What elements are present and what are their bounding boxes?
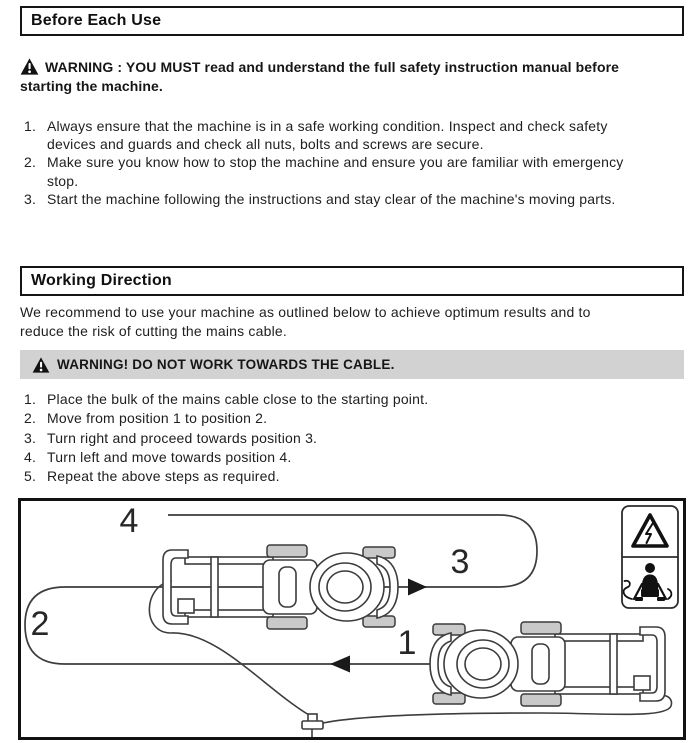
- mower-top-view-lower: [430, 622, 665, 706]
- mowing-pattern-illustration: [21, 501, 683, 737]
- position-label-4: 4: [119, 502, 139, 540]
- section-title-working-direction: Working Direction: [31, 272, 172, 289]
- step-item: [24, 190, 644, 208]
- step-item: [24, 390, 644, 409]
- section-title-before-each-use: Before Each Use: [31, 12, 162, 29]
- step-item: [24, 429, 644, 448]
- step-text: Always ensure that the machine is in a safe working condition. Inspect and check safety devices and guards and check all nuts, bolts and screws are secure.: [47, 118, 608, 153]
- position-label-3: 3: [450, 543, 470, 581]
- safety-warning-paragraph: [20, 58, 632, 96]
- step-number: 2.: [24, 154, 37, 171]
- mains-plug: [302, 714, 323, 737]
- step-number: 3.: [24, 429, 37, 446]
- step-text: Make sure you know how to stop the machine and ensure you are familiar with emergency stop.: [47, 154, 624, 189]
- before-each-use-steps: [24, 117, 644, 208]
- step-number: 4.: [24, 448, 37, 465]
- step-text: Turn right and proceed towards position 3.: [47, 429, 318, 446]
- step-number: 1.: [24, 391, 37, 407]
- section-header-working-direction: [20, 266, 684, 296]
- step-text: Move from position 1 to position 2.: [47, 410, 268, 427]
- step-number: 5.: [24, 468, 37, 485]
- warning-bar: [20, 350, 684, 379]
- warning-bar-text: WARNING! DO NOT WORK TOWARDS THE CABLE.: [57, 357, 395, 372]
- working-direction-intro: We recommend to use your machine as outlined below to achieve optimum results and to reduce the risk of cutting the mains cable.: [20, 304, 591, 339]
- warning-triangle-icon: [32, 357, 50, 373]
- step-item: [24, 117, 644, 153]
- warning-triangle-icon: [20, 58, 39, 75]
- step-text: Turn left and move towards position 4.: [47, 448, 292, 465]
- step-item: [24, 153, 644, 189]
- step-item: [24, 467, 644, 486]
- step-item: [24, 409, 644, 428]
- step-text: Start the machine following the instructions and stay clear of the machine's moving parts.: [47, 190, 616, 207]
- step-text: Place the bulk of the mains cable close to the starting point.: [47, 391, 429, 407]
- arrow-right-icon: [408, 579, 427, 596]
- position-label-1: 1: [397, 624, 417, 662]
- working-direction-steps: [24, 390, 644, 486]
- step-number: 1.: [24, 118, 37, 134]
- position-label-2: 2: [30, 605, 50, 643]
- step-number: 3.: [24, 190, 37, 207]
- arrow-left-icon: [330, 656, 350, 673]
- working-direction-diagram: [18, 498, 686, 740]
- warning-pictogram-box: [622, 506, 678, 608]
- step-number: 2.: [24, 410, 37, 427]
- step-text: Repeat the above steps as required.: [47, 468, 280, 485]
- safety-warning-text: WARNING : YOU MUST read and understand the full safety instruction manual before starting the machine.: [20, 59, 620, 94]
- power-cable-path: [323, 695, 672, 723]
- step-item: [24, 448, 644, 467]
- section-header-before-each-use: [20, 6, 684, 36]
